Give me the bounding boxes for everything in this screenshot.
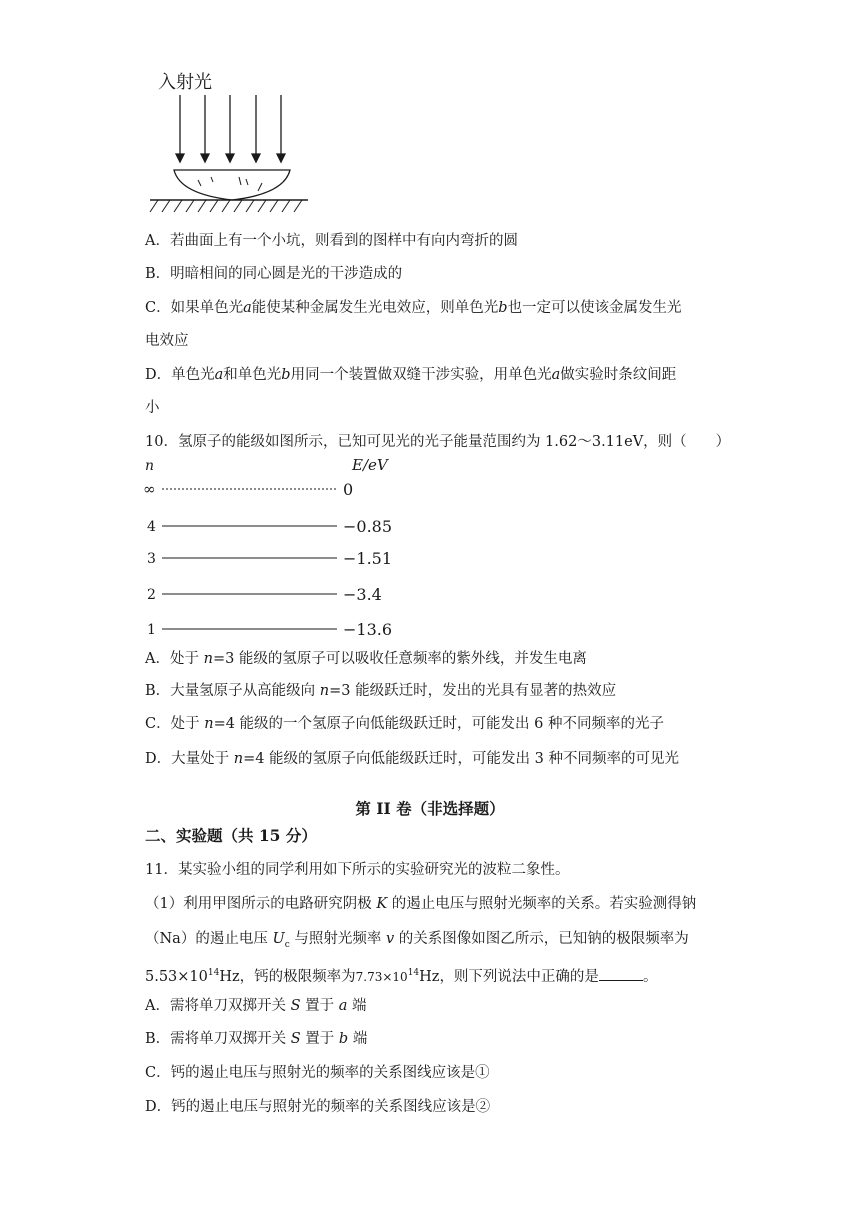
q9-c-post: 也一定可以使该金属发生光 xyxy=(507,300,682,316)
q11-p3-end: 。 xyxy=(642,968,658,985)
q9-option-c-cont: 电效应 xyxy=(145,333,189,349)
q11-p1-k: K xyxy=(376,896,388,912)
q11-ca-exp: 14 xyxy=(407,968,420,978)
level-n-label: 2 xyxy=(147,587,156,603)
level-energy-label: −1.51 xyxy=(343,549,393,568)
q11-b-pos: b xyxy=(338,1031,349,1047)
q11-ca-unit: Hz xyxy=(419,968,440,985)
q10-a-pre: A．处于 xyxy=(145,651,204,667)
q11-option-b xyxy=(145,1029,367,1049)
volume-title: 第 II 卷（非选择题） xyxy=(355,799,505,818)
q10-option-d xyxy=(145,749,679,769)
q11-p2-pre: （Na）的遏止电压 xyxy=(145,931,273,947)
answer-blank xyxy=(599,966,643,981)
level-n-label: 4 xyxy=(147,519,156,535)
q10-option-b xyxy=(145,681,616,701)
q9-d-pre: D．单色光 xyxy=(145,367,215,383)
q10-c-n: n xyxy=(204,716,214,732)
q9-option-d-cont: 小 xyxy=(145,400,160,416)
plate-hatch xyxy=(150,200,302,212)
q10-a-post: =3 能级的氢原子可以吸收任意频率的紫外线，并发生电离 xyxy=(212,651,587,667)
energy-level-diagram xyxy=(140,455,400,640)
q10-b-n: n xyxy=(319,683,330,699)
q11-option-a xyxy=(145,996,367,1016)
q11-na-val: 5.53×10 xyxy=(145,968,208,985)
q11-b-mid: 置于 xyxy=(300,1031,339,1047)
q11-a-s: S xyxy=(290,998,301,1014)
lens-hatch xyxy=(198,177,262,191)
energy-levels xyxy=(143,480,392,639)
q10-stem: 10．氢原子的能级如图所示，已知可见光的光子能量范围约为 1.62～3.11eV，则（ ） xyxy=(145,434,731,450)
q9-option-c xyxy=(145,298,682,318)
q9-option-d xyxy=(145,365,676,385)
q11-option-d: D．钙的遏止电压与照射光的频率的关系图线应该是② xyxy=(145,1099,491,1115)
q11-p2-mid: 与照射光频率 xyxy=(289,931,386,947)
q9-d-b: b xyxy=(281,367,291,383)
q11-b-post: 端 xyxy=(348,1031,368,1047)
q11-p2-sub: c xyxy=(284,939,290,950)
q11-a-mid: 置于 xyxy=(300,998,339,1014)
q9-d-a: a xyxy=(214,367,224,383)
q11-p1-pre: （1）利用甲图所示的电路研究阴极 xyxy=(145,896,377,912)
q9-c-b: b xyxy=(498,300,508,316)
level-energy-label: 0 xyxy=(343,480,354,499)
q11-p3-post: ，则下列说法中正确的是 xyxy=(439,968,599,985)
q9-option-b: B．明暗相间的同心圆是光的干涉造成的 xyxy=(145,266,403,282)
level-n-label: ∞ xyxy=(143,480,156,498)
q10-option-a xyxy=(145,649,587,669)
q11-na-exp: 14 xyxy=(207,968,220,978)
incident-light-label: 入射光 xyxy=(158,72,212,93)
q11-p2-v: v xyxy=(385,931,395,947)
level-energy-label: −3.4 xyxy=(343,585,382,604)
q9-option-a: A．若曲面上有一个小坑，则看到的图样中有向内弯折的圆 xyxy=(145,233,518,249)
q10-b-post: =3 能级跃迁时，发出的光具有显著的热效应 xyxy=(329,683,617,699)
q10-d-n: n xyxy=(233,751,244,767)
q11-b-pre: B．需将单刀双掷开关 xyxy=(145,1031,291,1047)
q10-d-pre: D．大量处于 xyxy=(145,751,234,767)
q11-a-pre: A．需将单刀双掷开关 xyxy=(145,998,291,1014)
level-energy-label: −0.85 xyxy=(343,517,393,536)
level-n-label: 3 xyxy=(147,551,156,567)
energy-axis-label: E/eV xyxy=(352,456,388,474)
q11-na-unit: Hz xyxy=(219,968,240,985)
q10-c-pre: C．处于 xyxy=(145,716,205,732)
q11-ca-val: 7.73×10 xyxy=(355,969,408,984)
part-title: 二、实验题（共 15 分） xyxy=(145,826,317,845)
q11-p1 xyxy=(145,894,696,914)
q11-a-pos: a xyxy=(338,998,348,1014)
q9-d-post: 做实验时条纹间距 xyxy=(560,367,677,383)
q9-d-a2: a xyxy=(551,367,561,383)
newton-rings-figure xyxy=(140,62,320,217)
level-n-label: 1 xyxy=(147,622,156,638)
q11-p2-post: 的关系图像如图乙所示，已知钠的极限频率为 xyxy=(394,931,689,947)
q9-c-mid: 能使某种金属发生光电效应，则单色光 xyxy=(251,300,499,316)
q9-c-pre: C．如果单色光 xyxy=(145,300,244,316)
q10-option-c xyxy=(145,714,664,734)
q11-p2-u: U xyxy=(272,931,285,947)
q9-c-a: a xyxy=(243,300,252,316)
n-axis-label: n xyxy=(145,458,155,474)
q9-d-mid1: 和单色光 xyxy=(223,367,282,383)
q11-b-s: S xyxy=(290,1031,301,1047)
incident-arrows xyxy=(176,95,285,162)
q10-b-pre: B．大量氢原子从高能级向 xyxy=(145,683,320,699)
q11-p2 xyxy=(145,929,689,955)
q10-c-post: =4 能级的一个氢原子向低能级跃迁时，可能发出 6 种不同频率的光子 xyxy=(213,716,664,732)
q10-a-n: n xyxy=(203,651,213,667)
q11-a-post: 端 xyxy=(347,998,367,1014)
q11-stem: 11．某实验小组的同学利用如下所示的实验研究光的波粒二象性。 xyxy=(145,862,570,878)
q11-p1-post: 的遏止电压与照射光频率的关系。若实验测得钠 xyxy=(387,896,697,912)
q11-option-c: C．钙的遏止电压与照射光的频率的关系图线应该是① xyxy=(145,1065,490,1081)
level-energy-label: −13.6 xyxy=(343,620,393,639)
q9-d-mid2: 用同一个装置做双缝干涉实验，用单色光 xyxy=(290,367,552,383)
q11-p3-mid: ，钙的极限频率为 xyxy=(239,968,356,985)
q11-p3 xyxy=(145,963,657,987)
plano-convex-lens xyxy=(174,170,290,200)
q10-d-post: =4 能级的氢原子向低能级跃迁时，可能发出 3 种不同频率的可见光 xyxy=(243,751,680,767)
